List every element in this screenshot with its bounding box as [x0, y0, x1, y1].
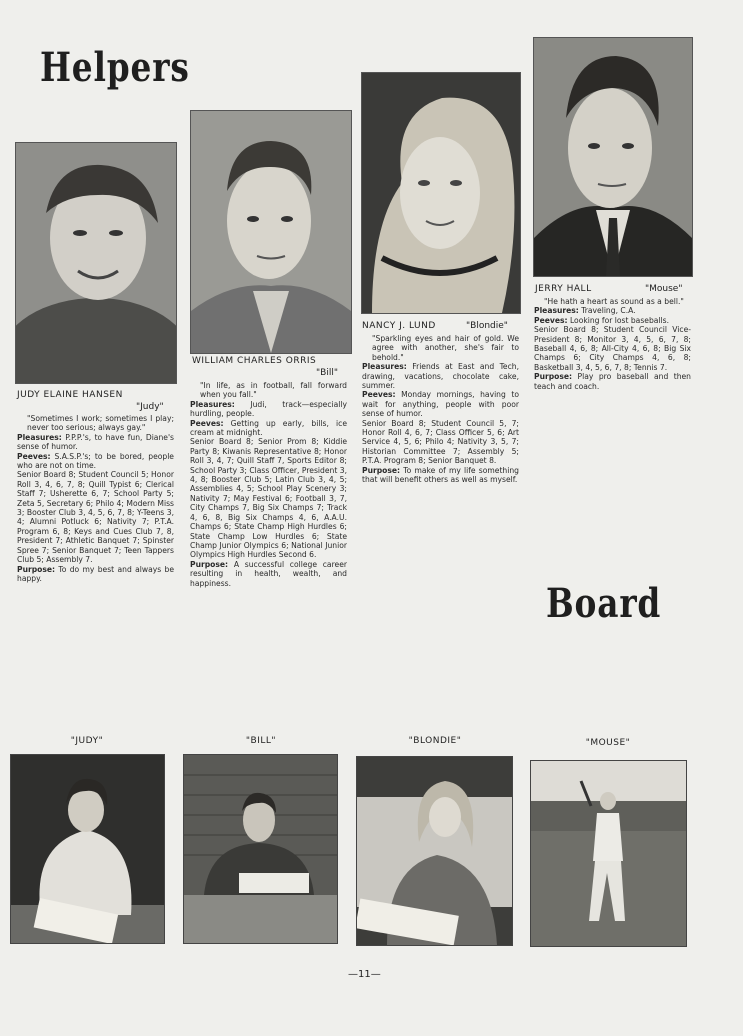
bio-activities: Senior Board 8; Student Council 5; Honor Roll 3, 4, 6, 7, 8; Quill Typist 6; Clerical Staff 7; Usherette 6, 7; School Party 5; Zeta 5, Secretary 6; Philo 4; Modern Miss 3; Booster Club 3, 4, 5, 6, 7, 8; Y-Teens 3, 4; Alumni Potluck 6; Nativity 7; P.T.A. Program 6, 8; Keys and Cues Club 7, 8, President 7; Athletic Banquet 7; Spinster Spree 7; Senior Banquet 7; Teen Tappers Club 5; Assembly 7. [17, 470, 174, 565]
candid-photo-bill [183, 754, 338, 944]
peeves-label: Peeves: [534, 315, 568, 325]
student-name-jerry: JERRY HALL [535, 284, 592, 294]
purpose-label: Purpose: [190, 559, 229, 569]
bio-activities: Senior Board 8; Senior Prom 8; Kiddie Party 8; Kiwanis Representative 8; Honor Roll 3, 4, 7; Quill Staff 7, Sports Editor 8; School Party 3; Class Officer, President 3, 4, 8; Booster Club 5; Latin Club 3, 4, 5; Assemblies 4, 5; School Play Scenery 3; Nativity 7; May Festival 6; Football 3, 7, City Champs 7, Big Six Champs 7; Track 4, 6, 8, Big Six Champs 4, 6, A.A.U. Champs 6; State Champ High Hurdles 6; State Champ Low Hurdles 6; State Champ Junior Olympics 6; National Junior Olympics High Hurdles Second 6. [190, 437, 347, 560]
page-number: —11— [348, 969, 381, 980]
bio-quote: "In life, as in football, fall forward when you fall." [200, 381, 347, 400]
candid-caption-blondie: "BLONDIE" [408, 736, 462, 746]
student-name-nancy: NANCY J. LUND [362, 321, 436, 331]
portrait-bill [190, 110, 352, 354]
bio-purpose: To make of my life something that will benefit others as well as myself. [362, 465, 519, 485]
bio-pleasures: Traveling, C.A. [581, 306, 636, 316]
student-nickname-jerry: "Mouse" [645, 284, 683, 294]
bio-activities: Senior Board 8; Student Council 5, 7; Honor Roll 4, 6, 7; Class Officer 5, 6; Art Service 4, 5, 6; Philo 4; Nativity 3, 5, 7; Historian Committee 7; Assembly 5; P.T.A. Program 8; Senior Banquet 8. [362, 418, 519, 466]
bio-quote: "Sometimes I work; sometimes I play; never too serious; always gay." [27, 414, 174, 433]
bio-peeves: Getting up early, bills, ice cream at midnight. [190, 418, 348, 438]
student-nickname-nancy: "Blondie" [466, 321, 508, 331]
bio-peeves: Looking for lost baseballs. [569, 315, 670, 325]
bio-purpose: To do my best and always be happy. [17, 564, 174, 583]
pleasures-label: Pleasures: [190, 399, 235, 409]
candid-photo-blondie [356, 756, 513, 946]
pleasures-label: Pleasures: [534, 306, 579, 316]
purpose-label: Purpose: [17, 564, 56, 574]
bio-quote: "Sparkling eyes and hair of gold. We agree with another, she's fair to behold." [372, 334, 519, 362]
peeves-label: Peeves: [17, 451, 51, 461]
bio-pleasures: Judi, track—especially hurdling, people. [190, 399, 347, 419]
pleasures-label: Pleasures: [362, 362, 407, 372]
student-bio-judy [17, 414, 174, 583]
candid-caption-mouse: "MOUSE" [585, 738, 631, 748]
student-nickname-judy: "Judy" [136, 402, 164, 412]
bio-activities: Senior Board 8; Student Council Vice-President 8; Monitor 3, 4, 5, 6, 7, 8; Baseball 4, 6, 8; All-City 4, 6, 8; Big Six Champs 6; City Champs 4, 6, 8; Basketball 3, 4, 5, 6, 7, 8; Tennis 7. [534, 325, 691, 372]
portrait-judy [15, 142, 177, 384]
portrait-nancy [361, 72, 521, 314]
bio-purpose: Play pro baseball and then teach and coach. [534, 372, 691, 391]
heading-helpers: Helpers [40, 44, 190, 91]
candid-photo-judy [10, 754, 165, 944]
student-name-judy: JUDY ELAINE HANSEN [17, 390, 123, 400]
bio-pleasures: P.P.P.'s, to have fun, Diane's sense of humor. [17, 432, 174, 452]
purpose-label: Purpose: [362, 465, 401, 475]
student-nickname-bill: "Bill" [316, 368, 338, 378]
pleasures-label: Pleasures: [17, 432, 62, 442]
candid-caption-bill: "BILL" [245, 736, 277, 746]
student-bio-jerry [534, 297, 691, 391]
bio-peeves: S.A.S.P.'s; to be bored, people who are not on time. [17, 451, 174, 471]
bio-purpose: A successful college career resulting in health, wealth, and happiness. [190, 559, 347, 588]
candid-photo-mouse [530, 760, 687, 947]
peeves-label: Peeves: [190, 418, 224, 428]
bio-quote: "He hath a heart as sound as a bell." [544, 297, 684, 306]
heading-board: Board [546, 580, 662, 627]
student-bio-nancy [362, 334, 519, 485]
student-name-bill: WILLIAM CHARLES ORRIS [192, 356, 317, 366]
purpose-label: Purpose: [534, 372, 573, 382]
student-bio-bill [190, 381, 347, 588]
bio-peeves: Monday mornings, having to wait for anything, people with poor sense of humor. [362, 390, 519, 419]
portrait-jerry [533, 37, 693, 277]
bio-pleasures: Friends at East and Tech, drawing, vacations, chocolate cake, summer. [362, 362, 520, 391]
peeves-label: Peeves: [362, 390, 396, 400]
candid-caption-judy: "JUDY" [70, 736, 104, 746]
